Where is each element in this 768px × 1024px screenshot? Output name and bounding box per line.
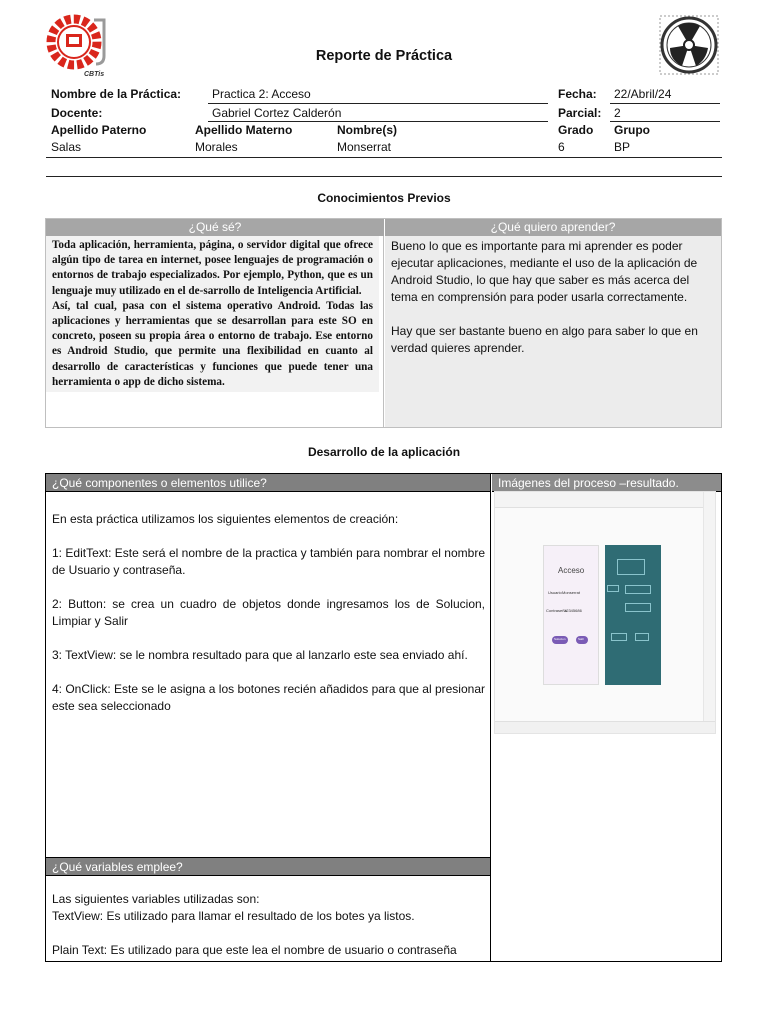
nombre-practica-label: Nombre de la Práctica:: [51, 87, 182, 101]
fecha-underline: [610, 103, 720, 104]
imagenes-header: Imágenes del proceso –resultado.: [492, 474, 721, 492]
preview-salir-button: [576, 636, 588, 644]
variables-text: [46, 876, 490, 959]
apellido-materno-label: Apellido Materno: [195, 123, 293, 137]
desarrollo-title: Desarrollo de la aplicación: [307, 445, 461, 459]
blueprint-user-box: [625, 585, 651, 594]
variables-line: Plain Text: Es utilizado para que este lea el nombre de usuario o contraseña: [52, 943, 457, 957]
componentes-column: [46, 474, 491, 961]
componentes-text: [46, 492, 490, 715]
que-se-header: ¿Qué sé?: [46, 219, 384, 236]
que-se-text: [46, 236, 379, 392]
apellido-paterno-value: Salas: [51, 140, 82, 154]
blueprint-button-box: [635, 633, 649, 641]
cbtis-logo: [44, 12, 112, 80]
parcial-label: Parcial:: [558, 106, 602, 120]
que-quiero-aprender-text: [385, 236, 721, 357]
header-divider-bottom: [46, 176, 722, 177]
variables-header: ¿Qué variables emplee?: [46, 857, 490, 876]
docente-value: Gabriel Cortez Calderón: [212, 106, 342, 120]
institution-seal-logo: [658, 14, 720, 76]
conocimientos-table: [45, 218, 722, 428]
componentes-paragraph: 4: OnClick: Este se le asigna a los botones recién añadidos para que al presionar este sea seleccionado: [52, 682, 485, 713]
preview-solucion-label: Solucion: [554, 637, 566, 641]
que-quiero-paragraph: Hay que ser bastante bueno en algo para saber lo que en verdad quieres aprender.: [391, 324, 698, 355]
variables-line: Las siguientes variables utilizadas son:: [52, 892, 260, 906]
que-quiero-aprender-cell: [385, 236, 721, 427]
preview-salir-label: Salir: [578, 637, 585, 641]
grado-label: Grado: [558, 123, 594, 137]
grado-value: 6: [558, 140, 565, 154]
blueprint-user-label-box: [607, 585, 619, 592]
componentes-paragraph: 2: Button: se crea un cuadro de objetos donde ingresamos los de Solucion, Limpiar y Salir: [52, 597, 485, 628]
ide-status-bar: [495, 721, 715, 733]
nombre-practica-underline: [208, 103, 548, 104]
header-divider-top: [46, 157, 722, 158]
variables-line: TextView: Es utilizado para llamar el resultado de los botes ya listos.: [52, 909, 415, 923]
fecha-value: 22/Abril/24: [614, 87, 672, 101]
preview-pass-value: 12345686: [564, 608, 582, 613]
preview-app-title: Acceso: [558, 566, 585, 575]
componentes-paragraph: En esta práctica utilizamos los siguientes elementos de creación:: [52, 512, 399, 526]
que-se-cell: [46, 236, 384, 427]
preview-user-value: Monserrat: [562, 590, 581, 595]
ide-attributes-panel: [703, 492, 715, 733]
que-se-paragraph: Toda aplicación, herramienta, página, o servidor digital que ofrece algún tipo de tarea en internet, posee lenguajes de programación o entornos de trabajo especializados. Por ejemplo, Python, que es un lenguaje muy utilizado en el de-sarrollo de Inteligencia Artificial.: [52, 239, 373, 297]
que-quiero-aprender-header: ¿Qué quiero aprender?: [385, 219, 721, 236]
blueprint-button-box: [611, 633, 627, 641]
componentes-header: ¿Qué componentes o elementos utilice?: [46, 474, 490, 492]
page-title: Reporte de Práctica: [315, 48, 453, 64]
cbtis-logo-text: CBTis: [84, 71, 105, 78]
grupo-value: BP: [614, 140, 631, 154]
preview-pass-label: Contraseña: [546, 608, 567, 613]
que-se-paragraph: Así, tal cual, pasa con el sistema operativo Android. Todas las aplicaciones y herramientas que se desarrollan para este SO en concreto, poseen su propia área o entorno de trabajo. Ese entorno es Android Studio, que permite una flexibilidad en cuanto al desarrollo de características y funciones que puede tener una herramienta o app de dicho sistema.: [52, 299, 373, 388]
ide-toolbar: [495, 492, 715, 508]
docente-label: Docente:: [51, 106, 103, 120]
apellido-paterno-label: Apellido Paterno: [51, 123, 147, 137]
preview-user-label: Usuario: [548, 590, 562, 595]
conocimientos-title: Conocimientos Previos: [317, 191, 451, 205]
apellido-materno-value: Morales: [195, 140, 238, 154]
nombres-value: Monserrat: [337, 140, 392, 154]
grupo-label: Grupo: [614, 123, 650, 137]
nombres-label: Nombre(s): [337, 123, 398, 137]
android-studio-screenshot: [494, 491, 716, 734]
design-preview: [543, 545, 599, 685]
fecha-label: Fecha:: [558, 87, 597, 101]
que-quiero-paragraph: Bueno lo que es importante para mi aprender es poder ejecutar aplicaciones, mediante el uso de la aplicación de Android Studio, lo que hay que saber es más acerca del tema en comprensión para poder usarla correctamente.: [391, 239, 698, 304]
componentes-paragraph: 1: EditText: Este será el nombre de la practica y también para nombrar el nombre de Usuario y contraseña.: [52, 546, 485, 577]
blueprint-preview: [605, 545, 661, 685]
nombre-practica-value: Practica 2: Acceso: [212, 87, 311, 101]
blueprint-title-box: [617, 559, 645, 575]
preview-solucion-button: [552, 636, 568, 644]
componentes-paragraph: 3: TextView: se le nombra resultado para que al lanzarlo este sea enviado ahí.: [52, 648, 468, 662]
blueprint-pass-box: [625, 603, 651, 612]
parcial-value: 2: [614, 106, 621, 120]
